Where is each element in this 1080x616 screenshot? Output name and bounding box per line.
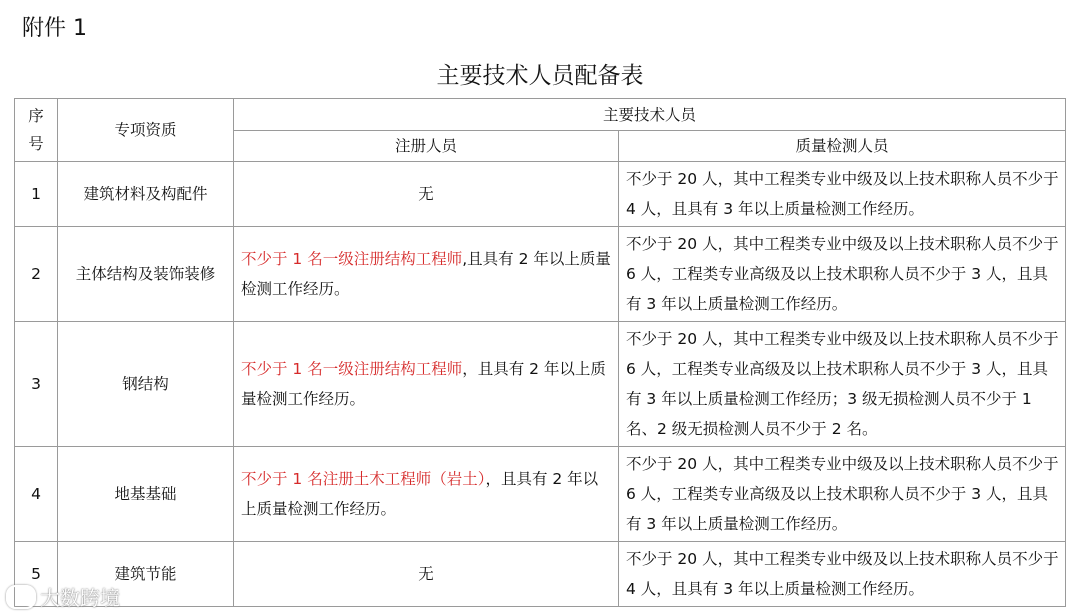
header-qualification: 专项资质 [58, 99, 234, 162]
row-qualification: 建筑节能 [58, 542, 234, 607]
table-row [15, 322, 1066, 447]
registered-text: ,且具有 2 年以上质量检测工作经历。 [241, 250, 611, 298]
row-qualification: 主体结构及装饰装修 [58, 227, 234, 322]
registered-text: ，且具有 2 年以上质量检测工作经历。 [241, 360, 606, 408]
watermark-text: 大数跨境 [40, 586, 120, 610]
row-quality-testing: 不少于 20 人，其中工程类专业中级及以上技术职称人员不少于 6 人，工程类专业高级及以上技术职称人员不少于 3 人，且具有 3 年以上质量检测工作经历。 [619, 447, 1066, 542]
row-qualification: 建筑材料及构配件 [58, 162, 234, 227]
header-quality-testing: 质量检测人员 [619, 131, 1066, 162]
row-quality-testing: 不少于 20 人，其中工程类专业中级及以上技术职称人员不少于 4 人，且具有 3 年以上质量检测工作经历。 [619, 162, 1066, 227]
table-row [15, 227, 1066, 322]
table-row [15, 162, 1066, 227]
registered-highlight: 不少于 1 名一级注册结构工程师 [241, 360, 463, 378]
table-row [15, 542, 1066, 607]
header-registered: 注册人员 [234, 131, 619, 162]
table-title: 主要技术人员配备表 [436, 63, 644, 89]
row-seq: 5 [15, 542, 58, 607]
row-quality-testing: 不少于 20 人，其中工程类专业中级及以上技术职称人员不少于 6 人，工程类专业高级及以上技术职称人员不少于 3 人，且具有 3 年以上质量检测工作经历。 [619, 227, 1066, 322]
registered-highlight: 不少于 1 名一级注册结构工程师 [241, 250, 463, 268]
row-seq: 3 [15, 322, 58, 447]
registered-text: 无 [418, 565, 434, 583]
header-seq: 序号 [15, 99, 58, 162]
registered-text: ，且具有 2 年以上质量检测工作经历。 [241, 470, 599, 518]
attachment-label: 附件 1 [22, 16, 87, 41]
registered-highlight: 不少于 1 名注册土木工程师（岩土） [241, 470, 486, 488]
row-seq: 2 [15, 227, 58, 322]
row-registered [234, 542, 619, 607]
row-registered [234, 227, 619, 322]
row-seq: 1 [15, 162, 58, 227]
row-registered [234, 322, 619, 447]
header-main-staff: 主要技术人员 [234, 99, 1066, 131]
row-quality-testing: 不少于 20 人，其中工程类专业中级及以上技术职称人员不少于 6 人，工程类专业高级及以上技术职称人员不少于 3 人，且具有 3 年以上质量检测工作经历；3 级无损检测人员不少于 1 名、2 级无损检测人员不少于 2 名。 [619, 322, 1066, 447]
registered-text: 无 [418, 185, 434, 203]
watermark [6, 582, 120, 611]
staff-table [14, 98, 1066, 607]
row-qualification: 地基基础 [58, 447, 234, 542]
row-registered [234, 162, 619, 227]
row-seq: 4 [15, 447, 58, 542]
row-registered [234, 447, 619, 542]
table-row [15, 447, 1066, 542]
chat-bubble-icon [6, 585, 36, 609]
row-quality-testing: 不少于 20 人，其中工程类专业中级及以上技术职称人员不少于 4 人，且具有 3 年以上质量检测工作经历。 [619, 542, 1066, 607]
row-qualification: 钢结构 [58, 322, 234, 447]
